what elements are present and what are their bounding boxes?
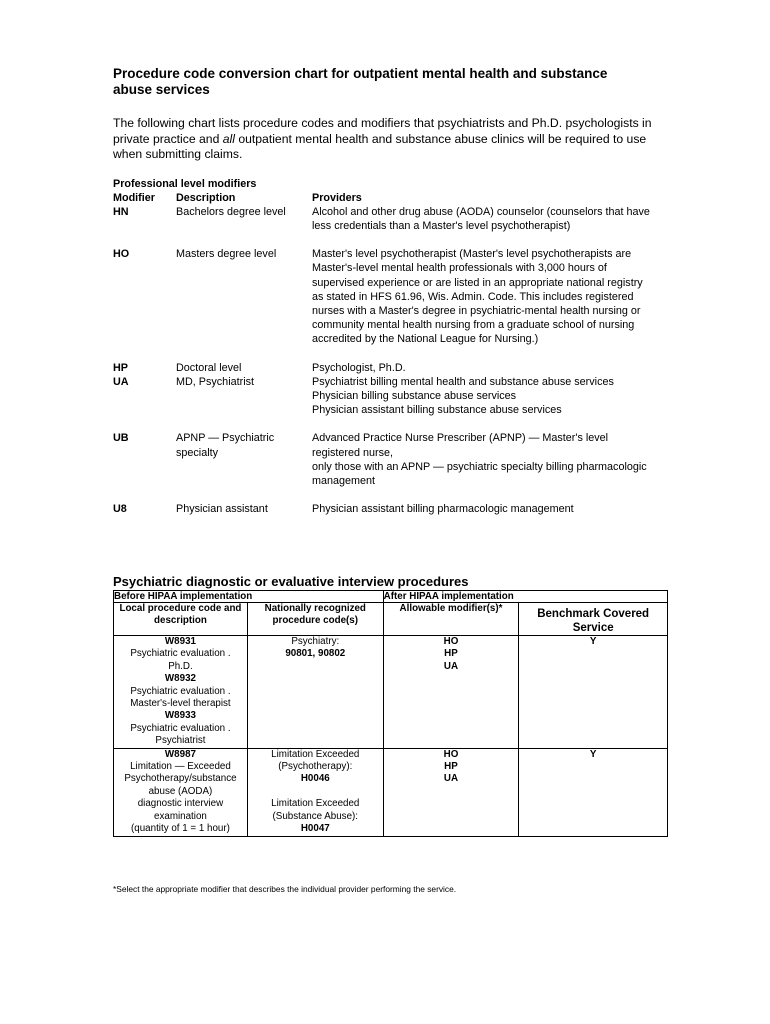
modifier-code	[113, 205, 176, 233]
modifier-description	[176, 205, 312, 233]
description-column-header: Description	[176, 191, 236, 204]
modifiers-section-title: Professional level modifiers	[113, 177, 257, 190]
table-row	[114, 636, 668, 749]
modifier-providers	[312, 247, 652, 346]
modifier-column-header: Modifier	[113, 191, 155, 204]
local-code-line: Psychiatrist	[155, 735, 206, 747]
local-code-line: Psychiatric evaluation .	[130, 722, 231, 734]
local-code-line: diagnostic interview	[137, 798, 224, 810]
modifiers-header	[113, 191, 665, 205]
local-code-line: (quantity of 1 = 1 hour)	[131, 823, 230, 835]
local-code-line: W8932	[164, 673, 196, 685]
modifier-providers-line: only those with an APNP — psychiatric specialty billing pharmacologic	[312, 460, 647, 473]
local-code-line: W8931	[164, 636, 196, 647]
local-code-line: W8933	[164, 710, 196, 722]
modifier-description	[176, 502, 312, 516]
modifier-description-line: MD, Psychiatrist	[176, 375, 254, 388]
modifier-code-value: HP	[444, 761, 458, 773]
modifier-code-line: UA	[113, 375, 129, 388]
local-code-line: examination	[154, 810, 207, 822]
modifier-description	[176, 431, 312, 488]
national-code-line: Limitation Exceeded	[271, 748, 360, 760]
local-code-line: Psychiatric evaluation .	[130, 685, 231, 697]
modifier-description-line: Doctoral level	[176, 361, 242, 374]
intro-paragraph	[113, 116, 665, 163]
modifier-providers-line: Master's level psychotherapist (Master's level psychotherapists are Master's-level mental health professionals with 3,000 hours of supervised experience or are listed in an appropriate national registry as stated in HFS 61.96, Wis. Admin. Code. This includes registered nurses with a Master's degree in psychiatric-mental health nursing or community mental health nursing from a graduate school of nursing accredited by the National League for Nursing.)	[312, 248, 643, 346]
intro-text-2: outpatient mental health and substance abuse clinics will be required to use when submitting claims.	[113, 131, 647, 161]
modifier-code	[113, 361, 176, 418]
modifier-code-line: UB	[113, 432, 129, 445]
modifier-description	[176, 361, 312, 418]
modifier-description-line: APNP — Psychiatric specialty	[176, 432, 275, 459]
local-code-cell	[114, 748, 248, 836]
modifier-providers-line: Physician assistant billing pharmacologic management	[312, 503, 574, 516]
modifier-description-line: Masters degree level	[176, 248, 277, 261]
national-code-line: H0047	[300, 823, 330, 835]
table-header-row	[114, 603, 668, 636]
local-code-line: abuse (AODA)	[148, 785, 213, 797]
modifier-description-line: Physician assistant	[176, 503, 268, 516]
modifier-providers	[312, 502, 652, 516]
local-code-header: Local procedure code and description	[114, 603, 248, 636]
modifier-row	[113, 247, 665, 346]
modifier-providers-line: Psychiatrist billing mental health and substance abuse services	[312, 375, 614, 388]
diagnostic-section-title: Psychiatric diagnostic or evaluative interview procedures	[113, 574, 469, 589]
modifier-providers-line: Physician assistant billing substance abuse services	[312, 404, 562, 417]
modifier-row	[113, 502, 665, 516]
national-code-line: Psychiatry:	[291, 636, 340, 647]
allowable-modifier-header: Allowable modifier(s)*	[383, 603, 519, 636]
modifier-description	[176, 247, 312, 346]
national-code-line: (Substance Abuse):	[272, 810, 359, 822]
local-code-line: Limitation — Exceeded	[130, 761, 231, 773]
modifier-row	[113, 361, 665, 418]
modifier-providers	[312, 431, 652, 488]
table-row	[114, 748, 668, 836]
modifier-code-value: UA	[443, 660, 459, 672]
national-code-line: H0046	[300, 773, 330, 785]
intro-text-1: The following chart lists procedure codes and modifiers that psychiatrists and Ph.D. psychologists in private practice and	[113, 116, 652, 146]
modifier-code-value: HO	[443, 636, 459, 647]
modifier-code	[113, 431, 176, 488]
modifier-code-value: UA	[443, 773, 459, 785]
modifier-providers	[312, 205, 652, 233]
modifier-code-line: HN	[113, 205, 129, 218]
modifier-code-value: HO	[443, 748, 459, 760]
modifier-code-line: U8	[113, 503, 127, 516]
modifier-providers	[312, 361, 652, 418]
before-hipaa-label: Before HIPAA implementation	[114, 591, 384, 603]
modifier-row	[113, 431, 665, 488]
modifier-code-value: HP	[444, 648, 458, 660]
national-code-line: 90801, 90802	[285, 648, 346, 660]
local-code-line: Psychotherapy/substance	[124, 773, 237, 785]
modifier-row	[113, 205, 665, 233]
modifier-list	[113, 205, 665, 517]
national-code-cell	[247, 748, 383, 836]
modifier-providers-line: Alcohol and other drug abuse (AODA) counselor (counselors that have less credentials than a Master's level psychotherapist)	[312, 205, 650, 232]
local-code-line: Psychiatric evaluation .	[130, 648, 231, 660]
providers-column-header: Providers	[312, 191, 362, 204]
modifier-providers-line: Psychologist, Ph.D.	[312, 361, 406, 374]
modifier-providers-line: Physician billing substance abuse services	[312, 389, 517, 402]
page-title: Procedure code conversion chart for outpatient mental health and substance abuse services	[113, 66, 608, 97]
benchmark-cell	[519, 748, 668, 836]
allowable-modifier-cell	[383, 748, 519, 836]
local-code-line: Ph.D.	[168, 660, 193, 672]
national-code-line	[248, 786, 383, 798]
benchmark-cell	[519, 636, 668, 749]
national-code-header: Nationally recognized procedure code(s)	[247, 603, 383, 636]
document-page	[113, 66, 665, 894]
intro-emphasis: all	[222, 131, 235, 146]
modifier-code-line: HO	[113, 248, 130, 261]
local-code-line: W8987	[164, 748, 196, 760]
modifier-code	[113, 502, 176, 516]
local-code-line: Master's-level therapist	[130, 698, 231, 710]
modifier-code-line: HP	[113, 361, 128, 374]
after-hipaa-label: After HIPAA implementation	[383, 591, 667, 603]
modifier-providers-line: management	[312, 474, 376, 487]
national-code-line: Limitation Exceeded	[271, 798, 360, 810]
modifier-code	[113, 247, 176, 346]
diagnostic-table-body	[114, 636, 668, 837]
national-code-line: (Psychotherapy):	[278, 761, 353, 773]
national-code-cell	[247, 636, 383, 749]
modifier-description-line: Bachelors degree level	[176, 205, 286, 218]
benchmark-header: Benchmark Covered Service	[519, 603, 668, 636]
modifier-providers-line: Advanced Practice Nurse Prescriber (APNP) — Master's level registered nurse,	[312, 432, 609, 459]
benchmark-value: Y	[589, 636, 597, 647]
table-section-row	[114, 591, 668, 603]
table-footnote: *Select the appropriate modifier that describes the individual provider performing the service.	[113, 884, 457, 894]
allowable-modifier-cell	[383, 636, 519, 749]
local-code-cell	[114, 636, 248, 749]
diagnostic-table	[113, 590, 668, 837]
benchmark-value: Y	[589, 748, 597, 760]
